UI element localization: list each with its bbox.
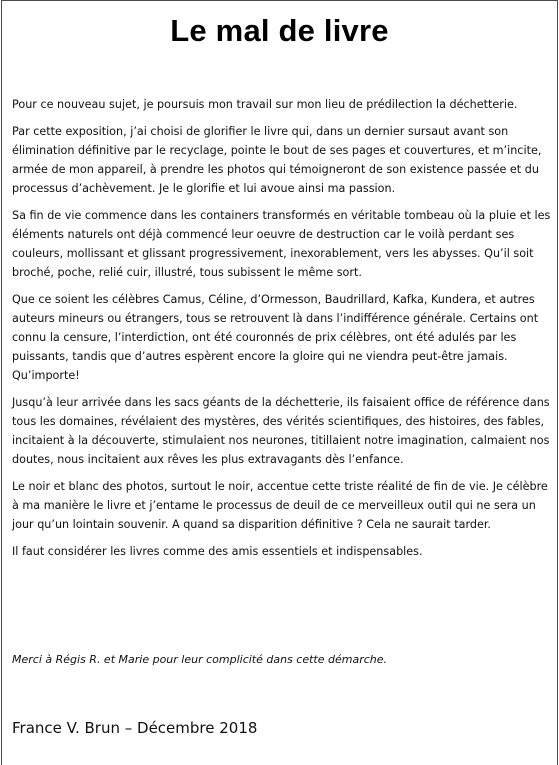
paragraph-auteurs: Que ce soient les célèbres Camus, Céline, d’Ormesson, Baudrillard, Kafka, Kundera, et autres auteurs mineurs ou étrangers, tous se retrouvent là dans l’indifférence générale. Certains ont connu la censure, l’interdiction, ont été couronnés de prix célèbres, ont été adulés par les puissants, tandis que d’autres espèrent encore la gloire qui ne viendra peut-être jamais. Qu’importe!: [12, 293, 539, 382]
paragraph-fin-de-vie: Sa fin de vie commence dans les containers transformés en véritable tombeau où la pluie et les éléments naturels ont déjà commencé leur oeuvre de destruction car le voilà perdant ses couleurs, mollissant et glissant progressivement, inexorablement, vers les abysses. Qu’il soit broché, poche, relié cuir, illustré, tous subissent le même sort.: [12, 209, 551, 279]
paragraph-intro: Pour ce nouveau sujet, je poursuis mon travail sur mon lieu de prédilection la déchetterie.: [12, 98, 518, 111]
document-page: [1, 0, 558, 765]
document-body: [12, 95, 551, 569]
paragraph-noir-et-blanc: Le noir et blanc des photos, surtout le noir, accentue cette triste réalité de fin de vie. Je célèbre à ma manière le livre et j’entame le processus de deuil de ce merveilleux outil qui ne sera un jour qu’un lointain souvenir. A quand sa disparition définitive ? Cela ne saurait tarder.: [12, 480, 548, 531]
document-title: Le mal de livre: [170, 13, 389, 48]
acknowledgement: Merci à Régis R. et Marie pour leur complicité dans cette démarche.: [12, 653, 388, 666]
paragraph-exposition: Par cette exposition, j’ai choisi de glorifier le livre qui, dans un dernier sursaut avant son élimination définitive par le recyclage, pointe le bout de ses pages et couvertures, et m’incite, armée de mon appareil, à prendre les photos qui témoigneront de son existence passée et du processus d’achèvement. Je le glorifie et lui avoue ainsi ma passion.: [12, 125, 542, 195]
paragraph-reference: Jusqu’à leur arrivée dans les sacs géants de la déchetterie, ils faisaient office de référence dans tous les domaines, révélaient des mystères, des vérités scientifiques, des histoires, des fables, incitaient à la découverte, stimulaient nos neurones, titillaient notre imagination, calmaient nos doutes, nous incitaient aux rêves les plus extravagants dès l’enfance.: [12, 396, 550, 466]
author-signature: France V. Brun – Décembre 2018: [12, 719, 258, 737]
paragraph-amis: Il faut considérer les livres comme des amis essentiels et indispensables.: [12, 545, 423, 558]
